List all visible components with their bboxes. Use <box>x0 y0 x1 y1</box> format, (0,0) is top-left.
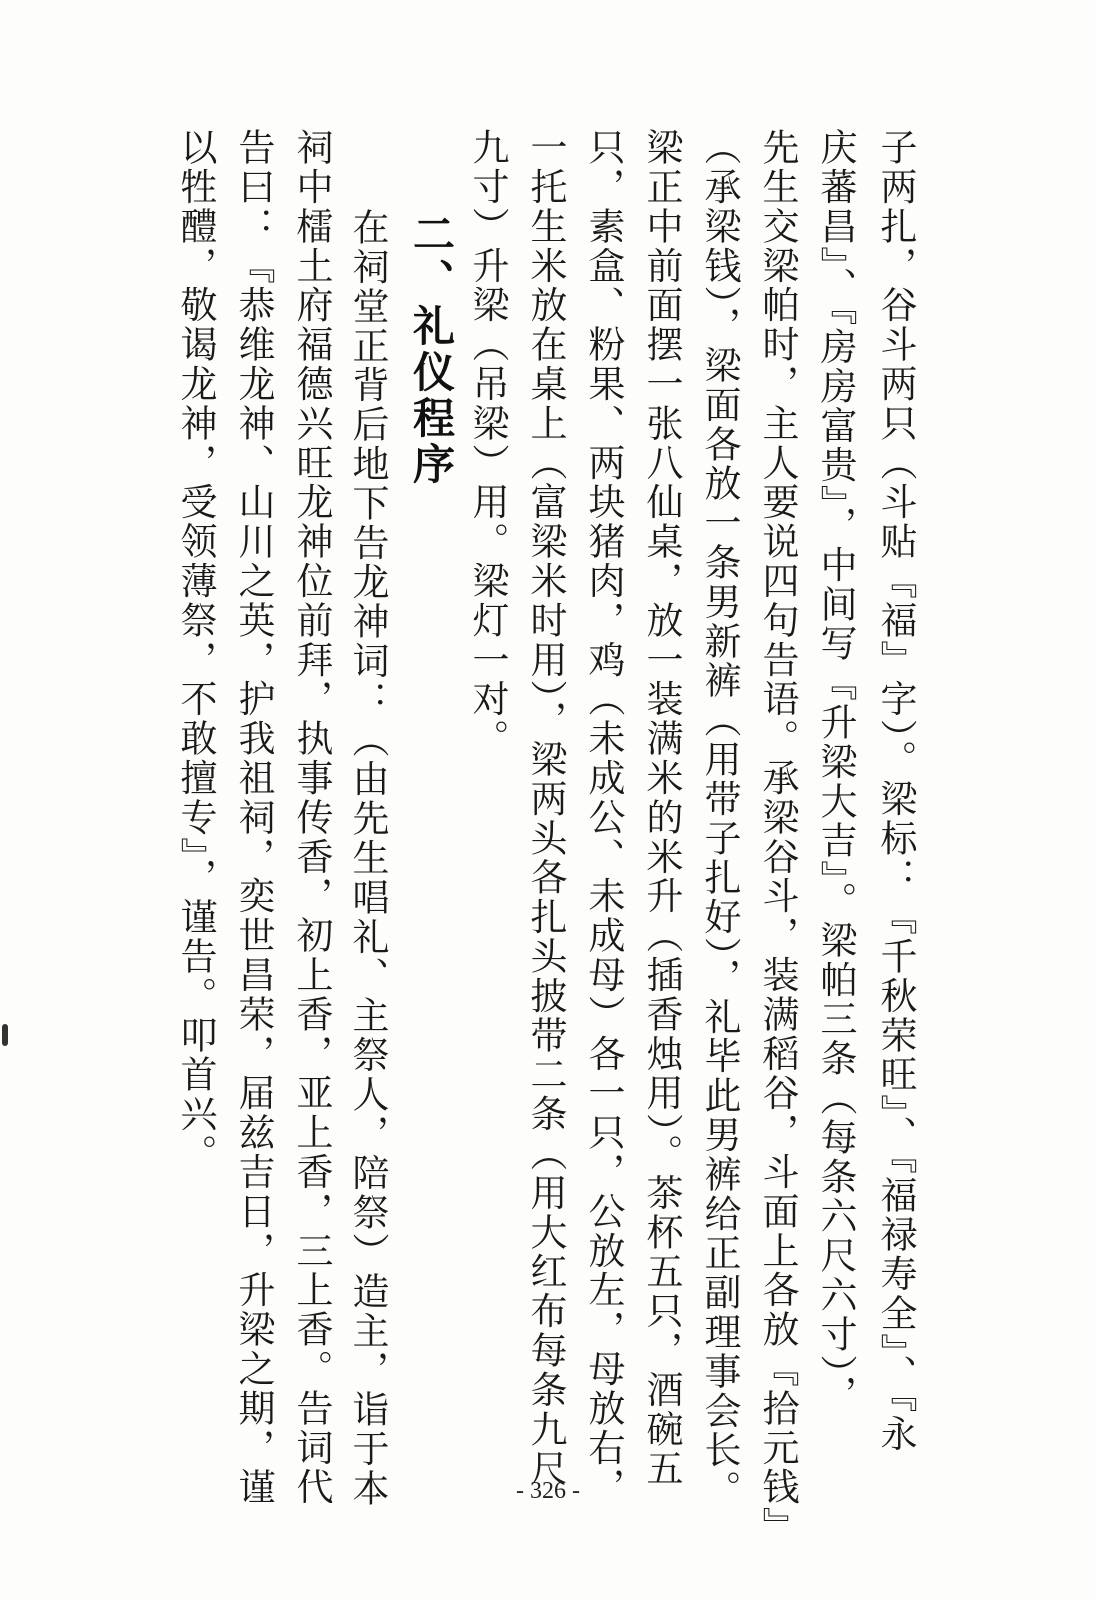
section-column-1: 在祠堂正背后地下告龙神词：（由先生唱礼、主祭人，陪祭）造主，诣于本 <box>346 208 389 1509</box>
text-column-7: 一托生米放在桌上（富梁米时用），梁两头各扎头披带二条（用大红布每条九尺 <box>524 128 567 1489</box>
section-column-4: 以牲醴，敬谒龙神，受领薄祭，不敢擅专』，谨告。叩首兴。 <box>174 128 217 1174</box>
text-column-8: 九寸）升梁（吊梁）用。梁灯一对。 <box>466 128 509 759</box>
text-column-3: 先生交梁帕时，主人要说四句告语。承梁谷斗，装满稻谷，斗面上各放『拾元钱』 <box>756 128 799 1547</box>
scan-edge-mark <box>2 1024 8 1046</box>
page-number: - 326 - <box>516 1478 580 1504</box>
text-column-6: 只，素盒、粉果、两块猪肉，鸡（未成公、未成母）各一只，公放左，母放右， <box>582 128 625 1507</box>
text-column-4: （承梁钱），梁面各放一条男新裤（用带子扎好），礼毕此男裤给正副理事会长。 <box>698 128 741 1510</box>
section-column-2: 祠中檑土府福德兴旺龙神位前拜，执事传香，初上香，亚上香，三上香。告词代 <box>290 128 333 1507</box>
section-column-3: 告曰：『恭维龙神、山川之英，护我祖祠，奕世昌荣，届兹吉日，升梁之期，谨 <box>232 128 275 1507</box>
section-heading: 二、礼仪程序 <box>407 212 456 488</box>
text-column-5: 梁正中前面摆一张八仙桌，放一装满米的米升（插香烛用）。茶杯五只，酒碗五 <box>640 128 683 1489</box>
text-column-2: 庆蕃昌』、『房房富贵』，中间写『升梁大吉』。梁帕三条（每条六尺六寸）， <box>814 128 857 1415</box>
text-column-1: 子两扎，谷斗两只（斗贴『福』字）。梁标：『千秋荣旺』、『福禄寿全』、『永 <box>874 128 917 1454</box>
